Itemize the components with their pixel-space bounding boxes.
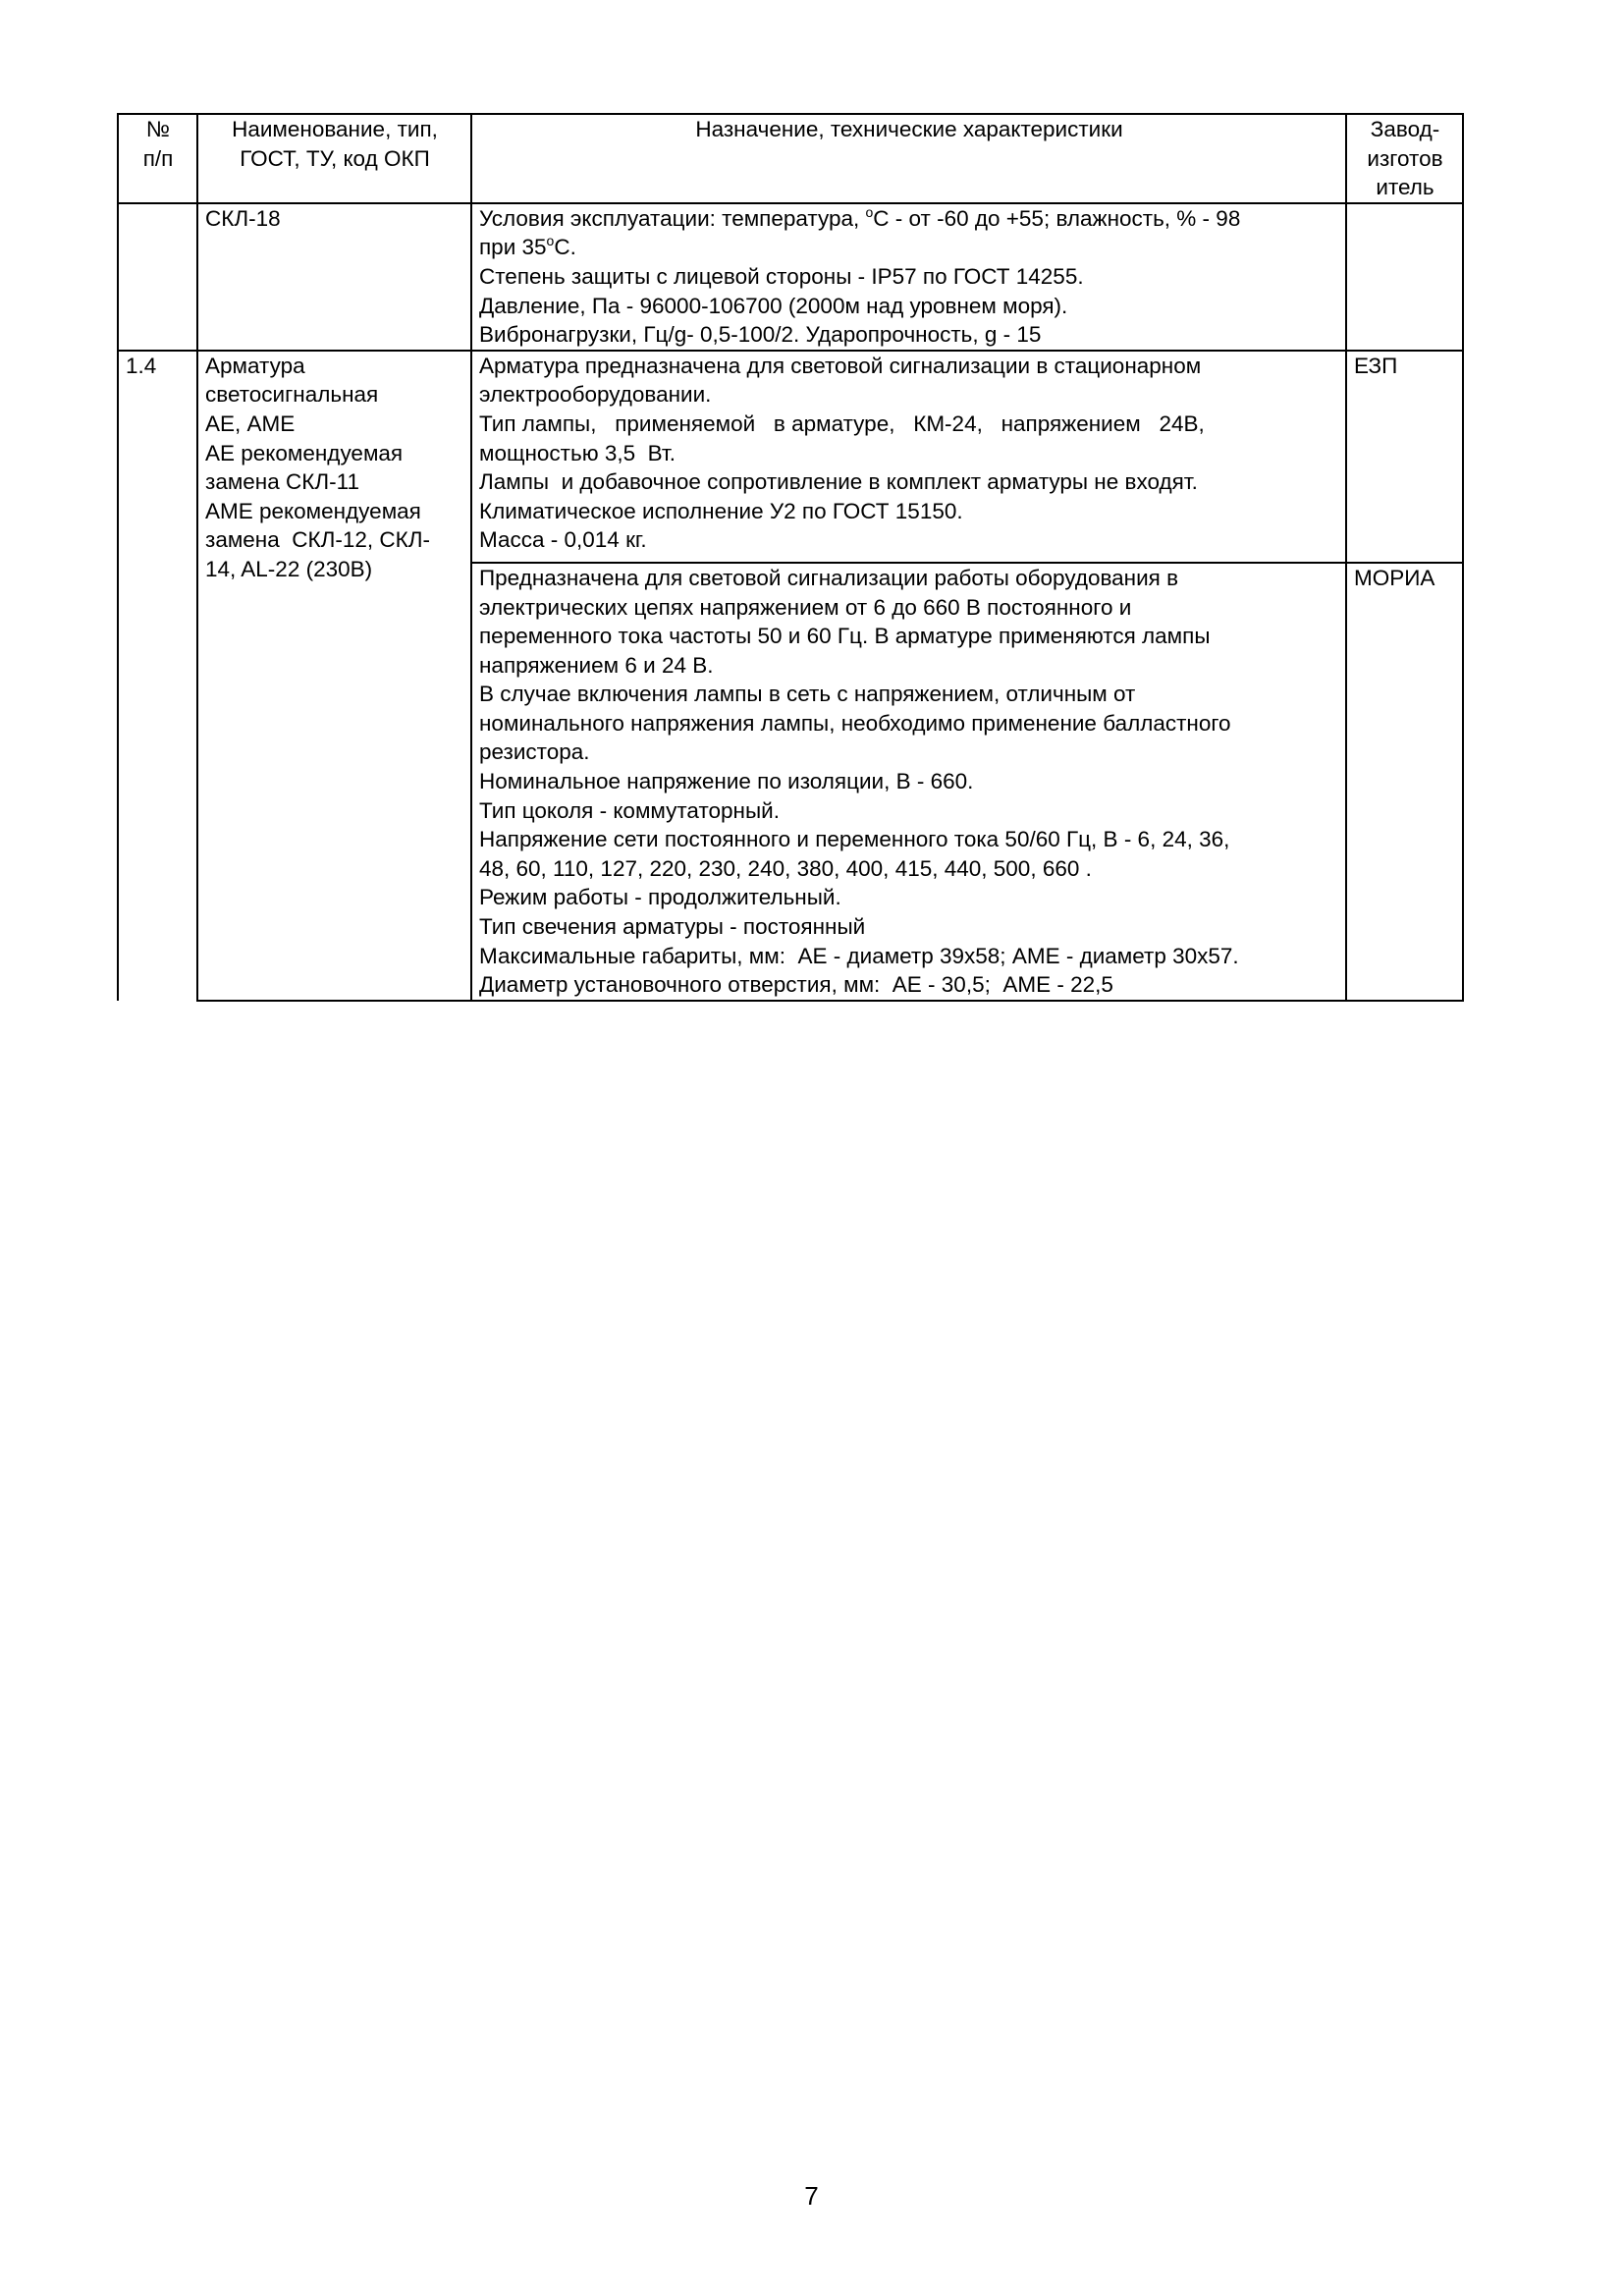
table-row-skl18 <box>118 203 1463 351</box>
header-name-line: Наименование, тип, <box>232 117 438 141</box>
header-maker-cell <box>1346 114 1463 203</box>
desc-line: Тип лампы, применяемой в арматуре, КМ-24, напряжением 24В, <box>479 410 1205 436</box>
name-line: 14, AL-22 (230В) <box>205 556 373 581</box>
header-maker-line: Завод- <box>1370 117 1440 141</box>
name-line: Арматура <box>205 353 305 378</box>
desc-line: мощностью 3,5 Вт. <box>479 440 676 465</box>
table-header-row <box>118 114 1463 203</box>
desc-line: Лампы и добавочное сопротивление в комплект арматуры не входят. <box>479 469 1198 495</box>
desc-line: Масса - 0,014 кг. <box>479 527 647 553</box>
table-row-1-4 <box>118 351 1463 563</box>
page-number: 7 <box>804 2181 819 2211</box>
desc-line: переменного тока частоты 50 и 60 Гц. В арматуре применяются лампы <box>479 624 1211 649</box>
name-line: АМЕ рекомендуемая <box>205 498 421 523</box>
name-line: замена СКЛ-11 <box>205 469 359 495</box>
desc-line: Напряжение сети постоянного и переменного тока 50/60 Гц, В - 6, 24, 36, <box>479 827 1230 852</box>
header-num-line: п/п <box>142 145 174 171</box>
desc-line: резистора. <box>479 739 590 765</box>
spec-table <box>117 113 1464 1002</box>
header-num-line: № <box>145 117 171 141</box>
header-desc-line: Назначение, технические характеристики <box>695 117 1123 141</box>
desc-line: номинального напряжения лампы, необходимо применение балластного <box>479 710 1231 736</box>
desc-line: Степень защиты с лицевой стороны - IP57 по ГОСТ 14255. <box>479 263 1084 289</box>
desc-line: при 35$^o$С. <box>479 233 576 260</box>
desc-line: Максимальные габариты, мм: АЕ - диаметр 39х58; АМЕ - диаметр 30х57. <box>479 943 1239 968</box>
desc-line: электрических цепях напряжением от 6 до 660 В постоянного и <box>479 594 1132 620</box>
desc-line: напряжением 6 и 24 В. <box>479 652 714 678</box>
header-desc-cell <box>471 114 1346 203</box>
row-maker-cell: ЕЗП <box>1346 351 1463 563</box>
desc-line: Арматура предназначена для световой сигнализации в стационарном <box>479 353 1202 378</box>
name-line: АЕ рекомендуемая <box>205 440 404 465</box>
desc-line: В случае включения лампы в сеть с напряжением, отличным от <box>479 682 1136 707</box>
row-num-cell: 1.4 <box>118 351 197 1001</box>
desc-line: Давление, Па - 96000-106700 (2000м над уровнем моря). <box>479 293 1068 318</box>
desc-line: Режим работы - продолжительный. <box>479 885 841 910</box>
desc-line: электрооборудовании. <box>479 382 712 408</box>
name-line: АЕ, АМЕ <box>205 410 296 436</box>
header-name-cell <box>197 114 471 203</box>
desc-line: Предназначена для световой сигнализации работы оборудования в <box>479 565 1179 590</box>
desc-line: 48, 60, 110, 127, 220, 230, 240, 380, 400, 415, 440, 500, 660 . <box>479 855 1092 881</box>
desc-line: Тип свечения арматуры - постоянный <box>479 914 866 940</box>
row-name-cell: СКЛ-18 <box>197 203 471 351</box>
desc-line: Тип цоколя - коммутаторный. <box>479 797 780 823</box>
name-line: замена СКЛ-12, СКЛ- <box>205 527 431 553</box>
desc-line: Номинальное напряжение по изоляции, В - 660. <box>479 769 974 794</box>
header-name-line: ГОСТ, ТУ, код ОКП <box>240 145 430 171</box>
name-line: светосигнальная <box>205 382 379 408</box>
row-name-cell <box>197 351 471 1001</box>
row-desc-cell <box>471 351 1346 563</box>
desc-line: Вибронагрузки, Гц/g- 0,5-100/2. Ударопрочность, g - 15 <box>479 322 1042 348</box>
desc-line: Диаметр установочного отверстия, мм: АЕ - 30,5; АМЕ - 22,5 <box>479 972 1113 998</box>
row-desc-cell <box>471 203 1346 351</box>
header-num-cell <box>118 114 197 203</box>
header-maker-line: изготов <box>1367 145 1443 171</box>
desc-line: Условия эксплуатации: температура, $^o$С - от -60 до +55; влажность, % - 98 <box>479 203 1241 231</box>
row-num-cell <box>118 203 197 351</box>
row-desc-cell <box>471 563 1346 1001</box>
desc-line: Климатическое исполнение У2 по ГОСТ 15150. <box>479 498 963 523</box>
row-maker-cell: МОРИА <box>1346 563 1463 1001</box>
row-maker-cell <box>1346 203 1463 351</box>
header-maker-line: итель <box>1376 175 1434 200</box>
